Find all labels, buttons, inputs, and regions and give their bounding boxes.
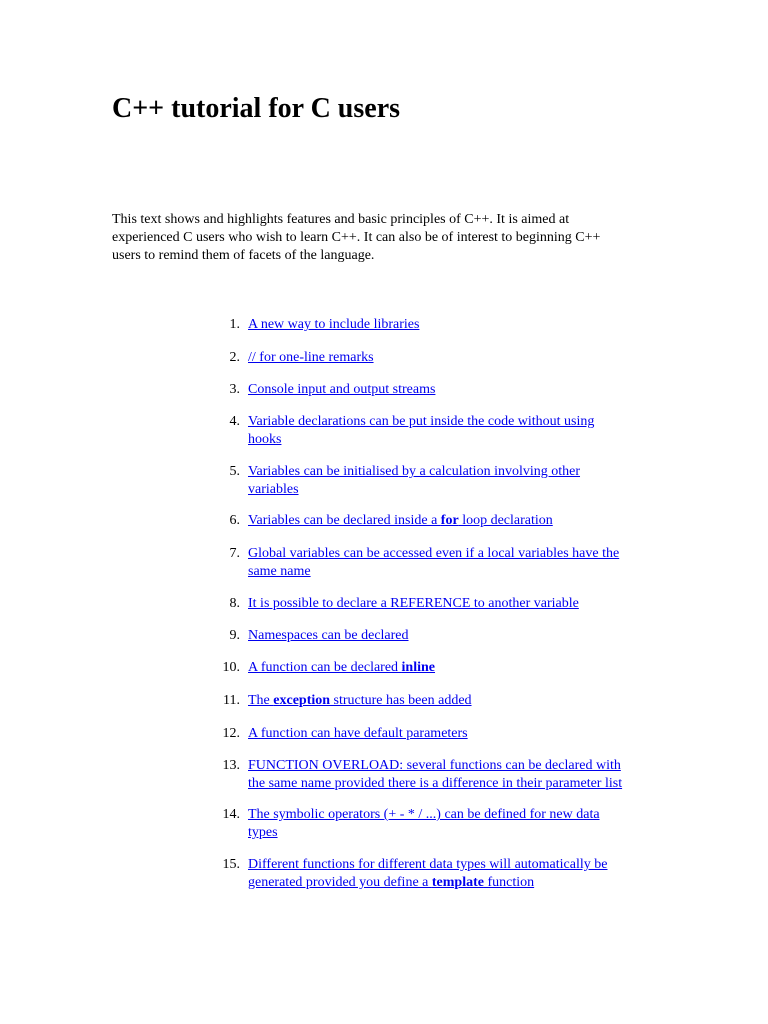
- intro-paragraph: [112, 211, 652, 265]
- toc-item-number: 15.: [222, 857, 240, 872]
- toc-item-number: 9.: [229, 628, 240, 643]
- toc-link[interactable]: [248, 381, 668, 399]
- intro-line: experienced C users who wish to learn C++. It can also be of interest to beginning C++: [112, 230, 601, 245]
- toc-link[interactable]: [248, 627, 668, 645]
- toc-link-line: Variables can be declared inside a for loop declaration: [248, 513, 553, 528]
- toc-link-line: types: [248, 825, 278, 840]
- toc-link[interactable]: [248, 659, 668, 677]
- toc-link[interactable]: [248, 692, 668, 710]
- toc-link-line: generated provided you define a template function: [248, 875, 535, 890]
- intro-line: users to remind them of facets of the language.: [112, 248, 375, 263]
- toc-link-line: the same name provided there is a difference in their parameter list: [248, 776, 623, 791]
- toc-link-line: A function can be declared inline: [248, 660, 436, 675]
- toc-item-number: 10.: [222, 660, 240, 675]
- toc-link-keyword: template: [431, 875, 484, 890]
- toc-link-line: A function can have default parameters: [248, 726, 468, 741]
- toc-item-number: 5.: [229, 464, 240, 479]
- toc-link[interactable]: [248, 545, 668, 581]
- toc-link-line: The symbolic operators (+ - * / ...) can be defined for new data: [248, 807, 600, 822]
- toc-link-line: Namespaces can be declared: [248, 628, 409, 643]
- toc-item-number: 11.: [223, 693, 240, 708]
- toc-link-line: Variables can be initialised by a calculation involving other: [248, 464, 581, 479]
- toc-link-line: hooks: [248, 432, 282, 447]
- toc-item-number: 3.: [229, 382, 240, 397]
- toc-item-number: 13.: [222, 758, 240, 773]
- toc-link[interactable]: [248, 856, 668, 892]
- toc-item-number: 12.: [222, 726, 240, 741]
- toc-link[interactable]: [248, 757, 668, 793]
- page-title: C++ tutorial for C users: [112, 93, 401, 124]
- toc-link[interactable]: [248, 806, 668, 842]
- toc-link[interactable]: [248, 725, 668, 743]
- toc-item-number: 7.: [229, 546, 240, 561]
- toc-link-line: same name: [248, 564, 311, 579]
- toc-link-line: Console input and output streams: [248, 382, 436, 397]
- toc-link-line: Variable declarations can be put inside the code without using: [248, 414, 595, 429]
- toc-link[interactable]: [248, 316, 668, 334]
- toc-item-number: 2.: [229, 350, 240, 365]
- toc-link[interactable]: [248, 463, 668, 499]
- toc-link[interactable]: [248, 595, 668, 613]
- toc-link-line: FUNCTION OVERLOAD: several functions can be declared with: [248, 758, 621, 773]
- toc-link-keyword: inline: [401, 660, 436, 675]
- toc-item-number: 1.: [229, 317, 240, 332]
- toc-item-number: 6.: [229, 513, 240, 528]
- toc-link-line: // for one-line remarks: [248, 350, 374, 365]
- toc-link-line: It is possible to declare a REFERENCE to another variable: [248, 596, 579, 611]
- toc-link-line: A new way to include libraries: [248, 317, 420, 332]
- toc-item-number: 4.: [229, 414, 240, 429]
- toc-link-line: The exception structure has been added: [248, 693, 472, 708]
- toc-link[interactable]: [248, 349, 668, 367]
- toc-link-line: Different functions for different data types will automatically be: [248, 857, 608, 872]
- toc-link[interactable]: [248, 512, 668, 530]
- intro-line: This text shows and highlights features and basic principles of C++. It is aimed at: [112, 212, 570, 227]
- toc-link-keyword: exception: [273, 693, 331, 708]
- toc-item-number: 8.: [229, 596, 240, 611]
- toc-link-keyword: for: [440, 513, 459, 528]
- toc-link-line: variables: [248, 482, 299, 497]
- toc-link[interactable]: [248, 413, 668, 449]
- toc-link-line: Global variables can be accessed even if a local variables have the: [248, 546, 620, 561]
- toc-item-number: 14.: [222, 807, 240, 822]
